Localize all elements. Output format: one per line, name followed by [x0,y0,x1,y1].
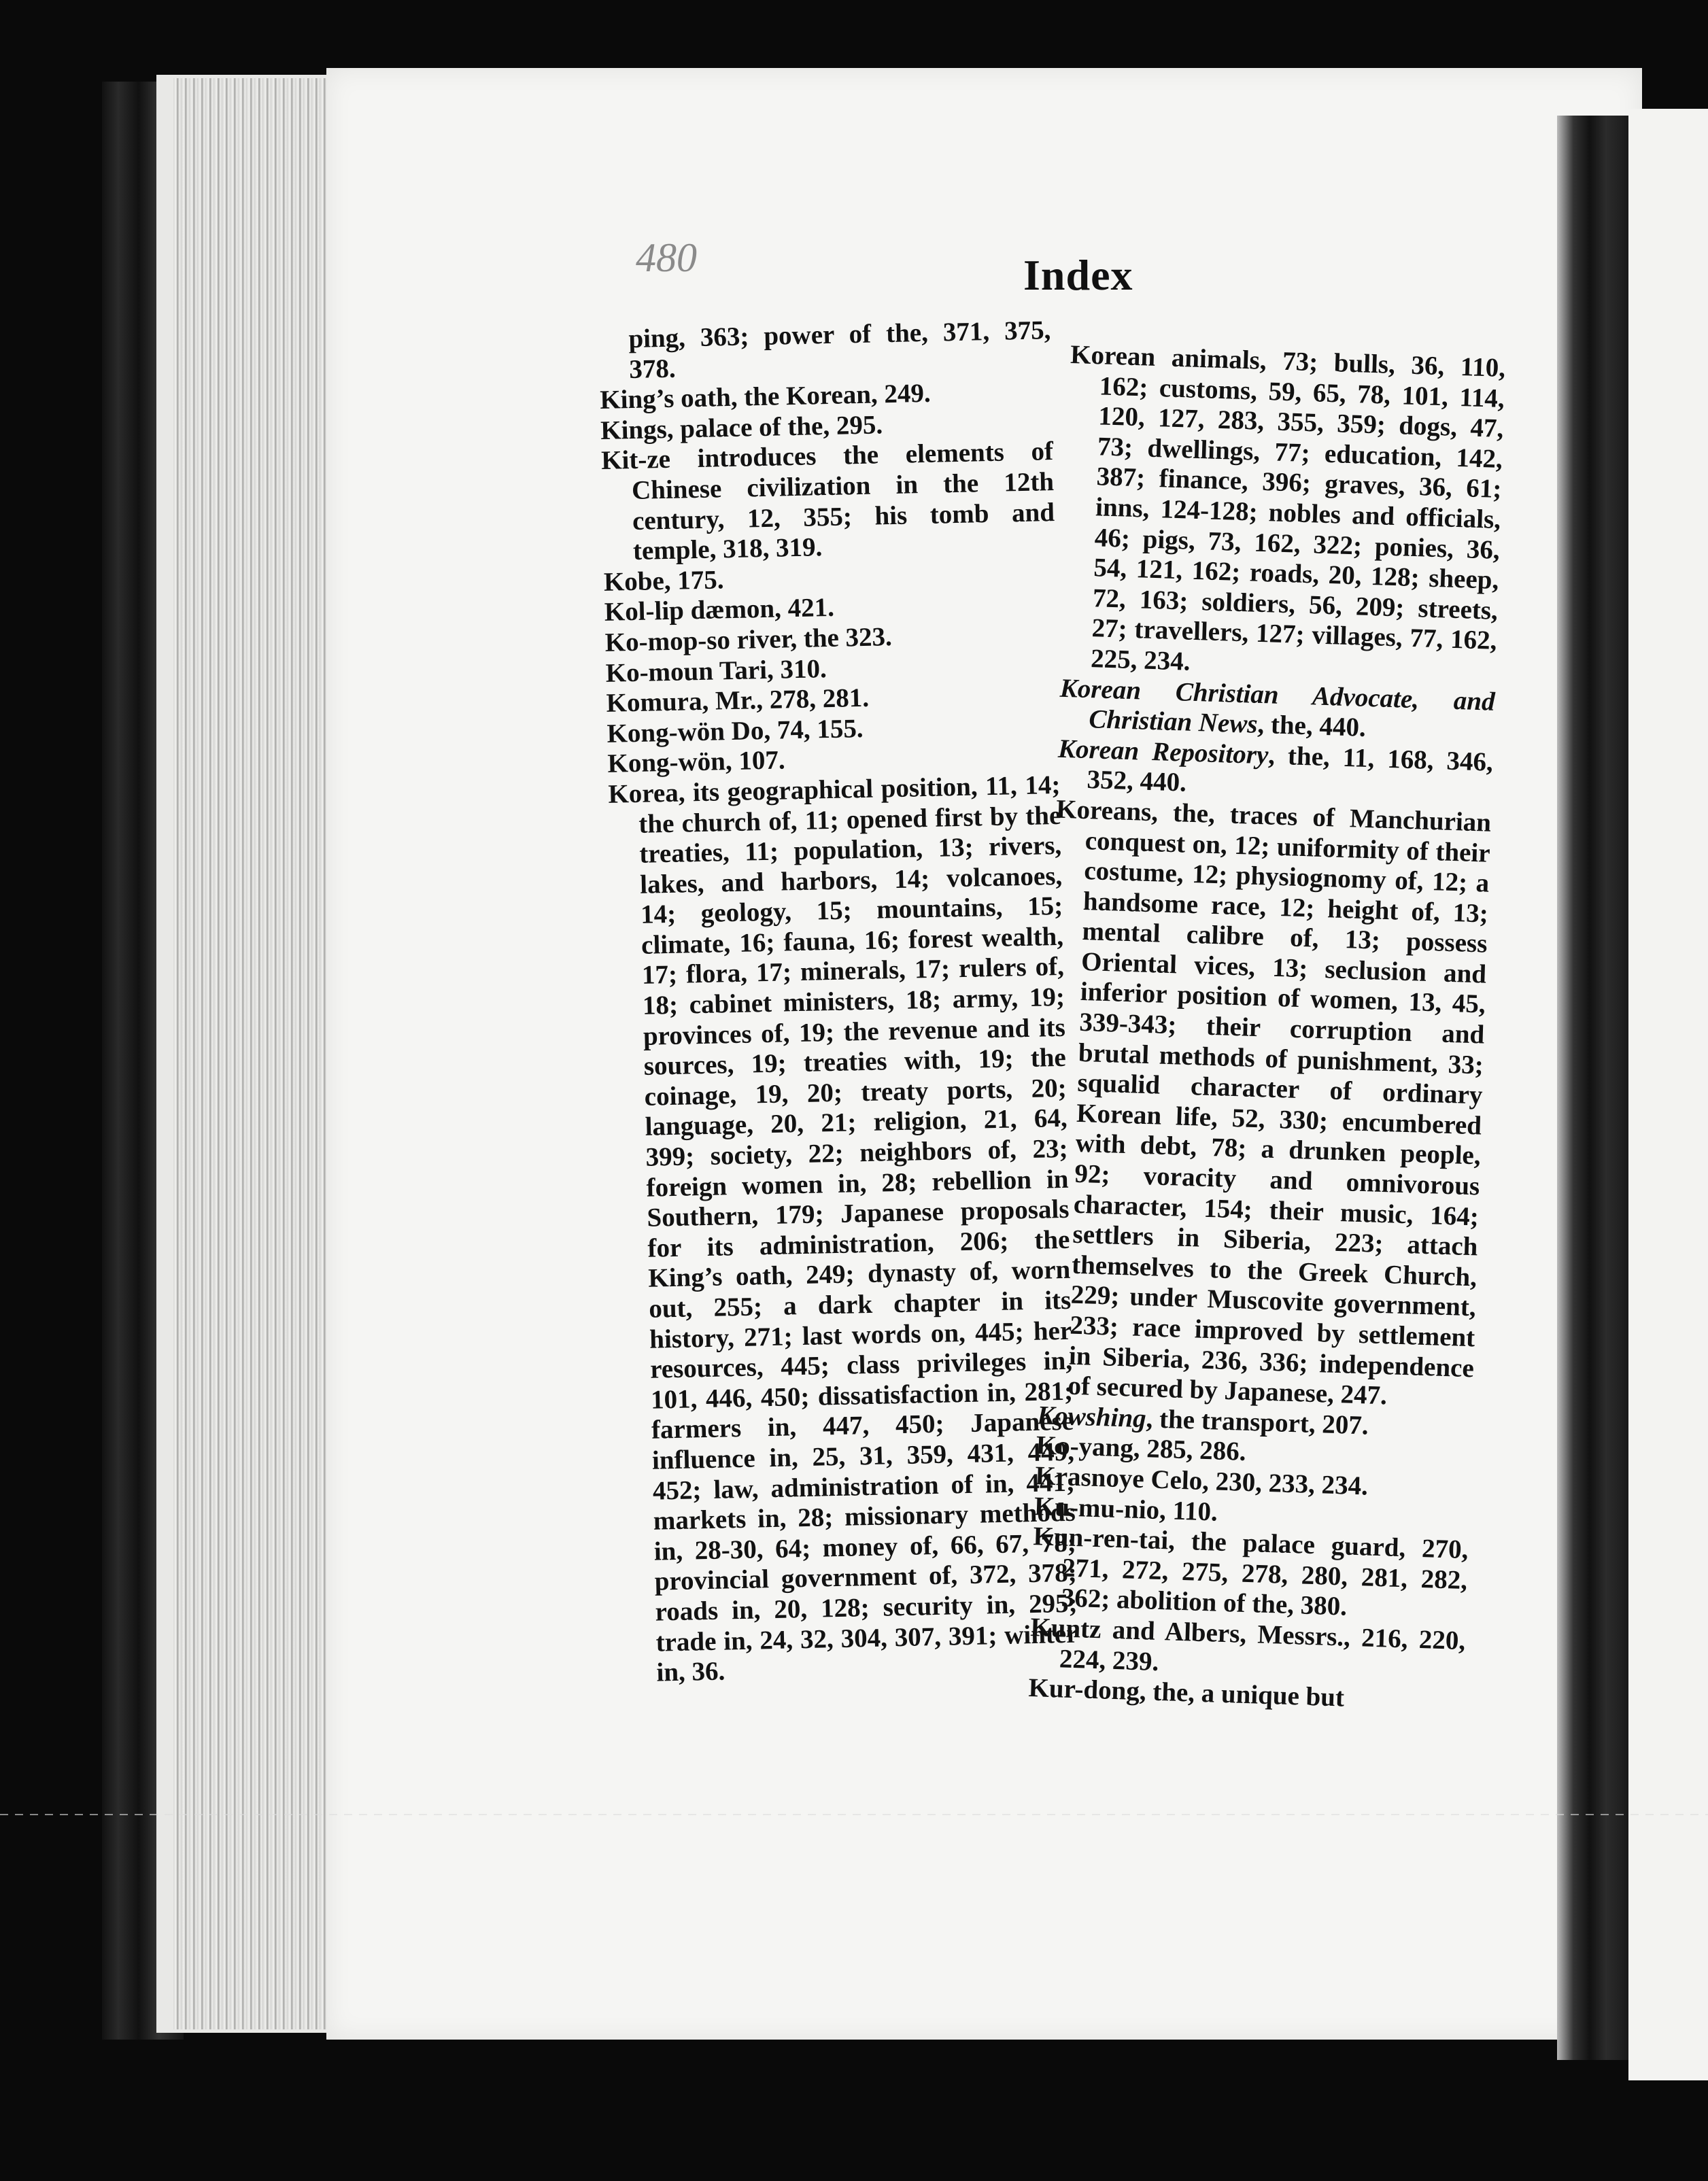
index-entry-text: Ko-mop-so river, the 323. [604,622,893,657]
index-entry [598,315,1052,385]
index-entry-text: Ko-moun Tari, 310. [605,653,827,688]
index-entry [601,436,1056,567]
index-entry-text: Kong-wön Do, 74, 155. [607,713,864,749]
index-entry [1038,795,1492,1415]
index-entry-text: Kings, palace of the, 295. [600,410,883,445]
index-entry-text: Kit-ze introduces the elements of Chinese civilization in the 12th century, 12, 355; his tomb and temple, 318, 319. [600,436,1055,566]
index-entry-text: Ko-yang, 285, 286. [1036,1430,1247,1467]
index-entry-italic: Korean Repository [1057,734,1269,770]
index-entry-text: King’s oath, the Korean, 249. [599,378,932,415]
index-column-right [1028,340,1506,1717]
index-column-left [598,315,1079,1689]
index-entry [1061,340,1506,687]
index-entry-text: Korean animals, 73; bulls, 36, 110, 162; customs, 59, 65, 78, 101, 114, 120, 127, 283, 355, 359; dogs, 47, 73; dwellings, 77; education, 142, 387; finance, 396; graves, 36, 61; inns, 124-128; nobles and officials, 46; pigs, 73, 162, 322; ponies, 36, 54, 121, 162; roads, 20, 128; sheep, 72, 163; soldiers, 56, 209; streets, 27; travellers, 127; villages, 77, 162, 225, 234. [1070,340,1506,676]
index-entry-text: Komura, Mr., 278, 281. [606,683,870,718]
index-entry-text: Kuntz and Albers, Messrs., 216, 220, 224, 239. [1029,1613,1466,1677]
index-entry-text: , the, 440. [1257,710,1367,743]
index-entry-text: , the, 11, 168, 346, 352, 440. [1087,740,1494,797]
index-entry-text: Korea, its geographical position, 11, 14; the church of, 11; opened first by the treaties, 11; population, 13; rivers, lakes, and harbors, 14; volcanoes, 14; geology, 15; mountains, 15; climate, 16; fauna, 16; forest wealth, 17; flora, 17; minerals, 17; rulers of, 18; cabinet ministers, 18; army, 19; provinces of, 19; the revenue and its sources, 19; treaties with, 19; the coinage, 19, 20; treaty ports, 20; language, 20, 21; religion, 21, 64, 399; society, 22; neighbors of, 23; foreign women in, 28; rebellion in Southern, 179; Japanese proposals for its administration, 206; the King’s oath, 249; dynasty of, worn out, 255; a dark chapter in its history, 271; last words on, 445; her resources, 445; class privileges in, 101, 446, 450; dissatisfaction in, 281; farmers in, 447, 450; Japanese influence in, 25, 31, 359, 431, 449, 452; law, administration of in, 441; markets in, 28; missionary methods in, 28-30, 64; money of, 66, 67, 78; provincial government of, 372, 378; roads in, 20, 128; security in, 295; trade in, 24, 32, 304, 307, 391; winter in, 36. [608,770,1078,1687]
index-entry [608,770,1079,1689]
index-entry-text: Krasnoye Celo, 230, 233, 234. [1034,1461,1369,1501]
book-gutter [1557,116,1639,2060]
page-title: Index [1023,251,1133,299]
next-page-strip [1628,109,1708,2080]
index-entry-text: Koreans, the, traces of Manchurian conquest on, 12; uniformity of their costume, 12; physiognomy of, 12; a handsome race, 12; height of, 13; mental calibre of, 13; possess Oriental vices, 13; seclusion and inferior position of women, 13, 45, 339-343; their corruption and brutal methods of punishment, 33; squalid character of ordinary Korean life, 52, 330; encumbered with debt, 78; a drunken people, 92; voracity and omnivorous character, 154; their music, 164; settlers in Siberia, 223; attach themselves to the Greek Church, 229; under Muscovite government, 233; race improved by settlement in Siberia, 236, 336; independence of secured by Japanese, 247. [1055,794,1492,1411]
index-entry-text: Kun-ren-tai, the palace guard, 270, 271, 272, 275, 278, 280, 281, 282, 362; abolition of the, 380. [1033,1522,1469,1622]
index-entry-text: Kur-dong, the, a unique but [1028,1673,1345,1713]
scan-artifact-line [0,1814,1708,1815]
index-entry-italic: Korean Christian Advocate, and Christian News [1059,673,1496,740]
index-entry-text: Ku-mu-nio, 110. [1034,1491,1218,1527]
index-entry-text: Kol-lip dæmon, 421. [604,593,835,628]
index-entry-text: ping, 363; power of the, 371, 375, 378. [628,315,1051,384]
index-entry-text: Kong-wön, 107. [607,745,786,779]
page-number: 480 [636,235,697,280]
index-entry-text: Kobe, 175. [603,564,724,597]
index-entry-italic: Kowshing [1036,1401,1147,1434]
index-entry-text: , the transport, 207. [1145,1404,1369,1441]
index-entry [1031,1522,1469,1626]
page-stack-edges [173,78,343,2029]
